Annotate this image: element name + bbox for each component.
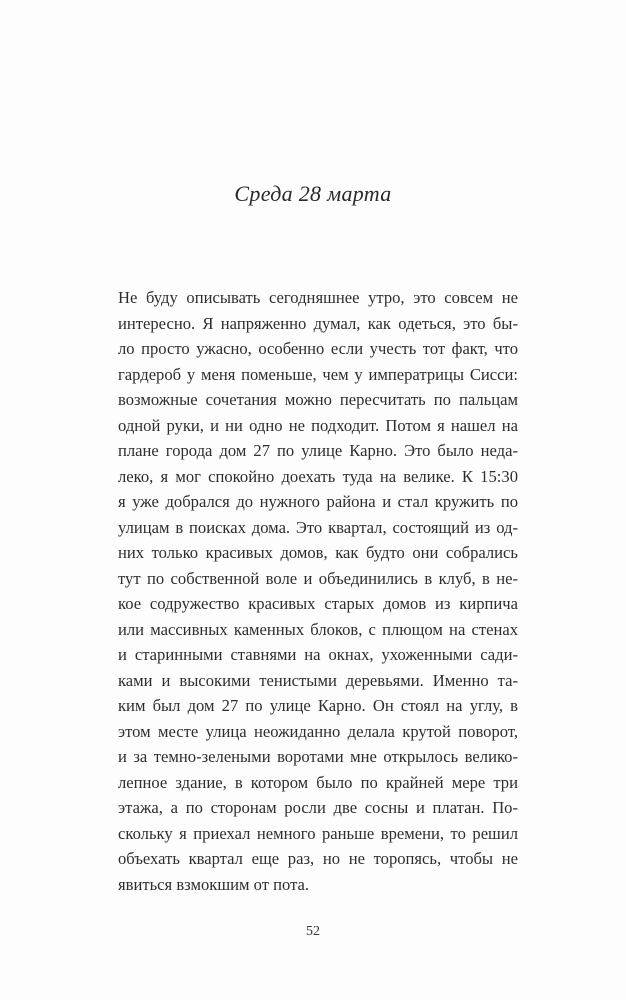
text-line: этом месте улица неожиданно делала крутой поворот, [118, 721, 518, 741]
text-line: объехать квартал еще раз, но не торопясь, чтобы не [118, 849, 518, 868]
text-line: скольку я приехал немного раньше времени, то решил [118, 823, 518, 843]
text-line: я уже добрался до нужного района и стал кружить по [118, 492, 518, 511]
text-line: возможные сочетания можно пересчитать по пальцам [118, 390, 518, 409]
text-line: леко, я мог спокойно доехать туда на велике. К 15:30 [118, 466, 518, 486]
text-line: кое содружество красивых старых домов из кирпича [118, 594, 518, 613]
text-line: ким был дом 27 по улице Карно. Он стоял на углу, в [118, 696, 518, 715]
text-line: интересно. Я напряженно думал, как одеться, это бы- [118, 313, 518, 333]
body-text [118, 285, 518, 897]
text-line: одной руки, и ни одно не подходит. Потом я нашел на [118, 415, 518, 435]
text-line: явиться взмокшим от пота. [118, 874, 310, 894]
text-line: улицам в поисках дома. Это квартал, состоящий из од- [118, 517, 518, 537]
text-line: и за темно-зелеными воротами мне открылось велико- [118, 747, 518, 766]
page-number: 52 [306, 924, 320, 939]
text-line: них только красивых домов, как будто они собрались [118, 543, 518, 562]
text-line: гардероб у меня поменьше, чем у императрицы Сисси: [118, 364, 518, 384]
text-line: ками и высокими тенистыми деревьями. Именно та- [118, 670, 518, 690]
text-line: Не буду описывать сегодняшнее утро, это совсем не [118, 288, 518, 307]
chapter-title: Среда 28 марта [234, 181, 392, 206]
text-line: лепное здание, в котором было по крайней мере три [118, 772, 518, 792]
text-line: плане города дом 27 по улице Карно. Это было неда- [118, 441, 518, 460]
text-line: тут по собственной воле и объединились в клуб, в не- [118, 568, 518, 588]
text-line: ло просто ужасно, особенно если учесть тот факт, что [118, 339, 518, 358]
text-line: этажа, а по сторонам росли две сосны и платан. По- [118, 798, 518, 817]
text-line: и старинными ставнями на окнах, ухоженными сади- [118, 645, 518, 664]
text-line: или массивных каменных блоков, с плющом на стенах [118, 619, 518, 639]
